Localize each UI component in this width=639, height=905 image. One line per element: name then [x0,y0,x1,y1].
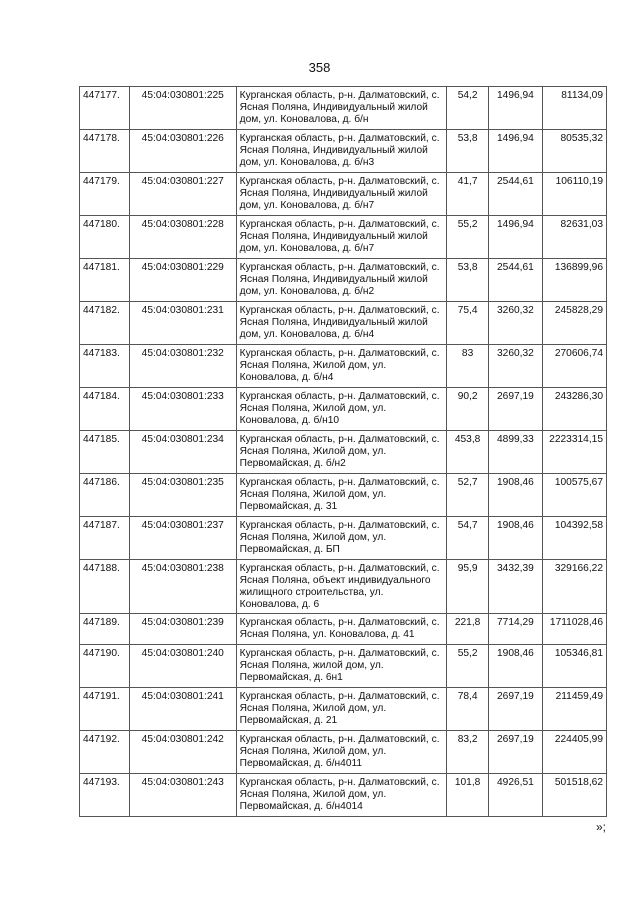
specific-value-cell: 1496,94 [488,130,542,173]
area-cell: 221,8 [447,614,489,645]
row-number-cell: 447178. [80,130,130,173]
table-row [80,431,607,474]
cadastral-value-cell: 1711028,46 [542,614,606,645]
area-cell: 55,2 [447,216,489,259]
address-cell: Курганская область, р-н. Далматовский, с. Ясная Поляна, ул. Коновалова, д. 41 [236,614,447,645]
table-row [80,130,607,173]
row-number-cell: 447193. [80,774,130,817]
table-row [80,216,607,259]
address-cell: Курганская область, р-н. Далматовский, с. Ясная Поляна, Жилой дом, ул. Первомайская, д. б/н2 [236,431,447,474]
row-number-cell: 447188. [80,560,130,614]
cadastral-value-cell: 80535,32 [542,130,606,173]
specific-value-cell: 4926,51 [488,774,542,817]
area-cell: 90,2 [447,388,489,431]
row-number-cell: 447183. [80,345,130,388]
cadastral-value-table [79,86,607,817]
cadastral-value-cell: 224405,99 [542,731,606,774]
row-number-cell: 447180. [80,216,130,259]
area-cell: 83,2 [447,731,489,774]
specific-value-cell: 2544,61 [488,173,542,216]
cadastral-value-cell: 106110,19 [542,173,606,216]
address-cell: Курганская область, р-н. Далматовский, с. Ясная Поляна, Жилой дом, ул. Первомайская, д. б/н4014 [236,774,447,817]
page-number: 358 [308,60,331,75]
specific-value-cell: 1908,46 [488,474,542,517]
table-body [80,87,607,817]
area-cell: 54,2 [447,87,489,130]
table-row [80,645,607,688]
cadastral-number-cell: 45:04:030801:235 [129,474,236,517]
table-row [80,614,607,645]
table-row [80,517,607,560]
specific-value-cell: 1496,94 [488,87,542,130]
table-row [80,774,607,817]
address-cell: Курганская область, р-н. Далматовский, с. Ясная Поляна, Жилой дом, ул. Первомайская, д. 31 [236,474,447,517]
cadastral-value-cell: 211459,49 [542,688,606,731]
cadastral-value-cell: 501518,62 [542,774,606,817]
cadastral-value-cell: 270606,74 [542,345,606,388]
cadastral-number-cell: 45:04:030801:229 [129,259,236,302]
cadastral-number-cell: 45:04:030801:227 [129,173,236,216]
end-mark: »; [596,820,607,834]
address-cell: Курганская область, р-н. Далматовский, с. Ясная Поляна, Индивидуальный жилой дом, ул. Коновалова, д. б/н3 [236,130,447,173]
area-cell: 52,7 [447,474,489,517]
area-cell: 75,4 [447,302,489,345]
area-cell: 101,8 [447,774,489,817]
area-cell: 55,2 [447,645,489,688]
table-row [80,560,607,614]
specific-value-cell: 1496,94 [488,216,542,259]
table-row [80,173,607,216]
cadastral-value-cell: 245828,29 [542,302,606,345]
address-cell: Курганская область, р-н. Далматовский, с. Ясная Поляна, Индивидуальный жилой дом, ул. Коновалова, д. б/н7 [236,173,447,216]
cadastral-number-cell: 45:04:030801:228 [129,216,236,259]
table-row [80,388,607,431]
cadastral-value-cell: 2223314,15 [542,431,606,474]
cadastral-value-cell: 105346,81 [542,645,606,688]
address-cell: Курганская область, р-н. Далматовский, с. Ясная Поляна, Индивидуальный жилой дом, ул. Коновалова, д. б/н2 [236,259,447,302]
area-cell: 53,8 [447,130,489,173]
cadastral-value-cell: 100575,67 [542,474,606,517]
row-number-cell: 447191. [80,688,130,731]
cadastral-value-cell: 104392,58 [542,517,606,560]
cadastral-number-cell: 45:04:030801:226 [129,130,236,173]
cadastral-value-cell: 82631,03 [542,216,606,259]
row-number-cell: 447192. [80,731,130,774]
specific-value-cell: 2697,19 [488,688,542,731]
table-row [80,87,607,130]
table-row [80,474,607,517]
address-cell: Курганская область, р-н. Далматовский, с. Ясная Поляна, Индивидуальный жилой дом, ул. Коновалова, д. б/н4 [236,302,447,345]
table-row [80,302,607,345]
address-cell: Курганская область, р-н. Далматовский, с. Ясная Поляна, Жилой дом, ул. Коновалова, д. б/н10 [236,388,447,431]
area-cell: 83 [447,345,489,388]
cadastral-number-cell: 45:04:030801:233 [129,388,236,431]
address-cell: Курганская область, р-н. Далматовский, с. Ясная Поляна, Жилой дом, ул. Первомайская, д. 21 [236,688,447,731]
cadastral-value-cell: 81134,09 [542,87,606,130]
cadastral-number-cell: 45:04:030801:225 [129,87,236,130]
address-cell: Курганская область, р-н. Далматовский, с. Ясная Поляна, Индивидуальный жилой дом, ул. Коновалова, д. б/н [236,87,447,130]
address-cell: Курганская область, р-н. Далматовский, с. Ясная Поляна, Жилой дом, ул. Первомайская, д. б/н4011 [236,731,447,774]
row-number-cell: 447181. [80,259,130,302]
specific-value-cell: 3260,32 [488,302,542,345]
specific-value-cell: 2544,61 [488,259,542,302]
row-number-cell: 447185. [80,431,130,474]
row-number-cell: 447177. [80,87,130,130]
cadastral-value-cell: 136899,96 [542,259,606,302]
specific-value-cell: 3260,32 [488,345,542,388]
area-cell: 53,8 [447,259,489,302]
area-cell: 95,9 [447,560,489,614]
row-number-cell: 447189. [80,614,130,645]
cadastral-number-cell: 45:04:030801:231 [129,302,236,345]
table-row [80,731,607,774]
cadastral-number-cell: 45:04:030801:241 [129,688,236,731]
area-cell: 78,4 [447,688,489,731]
cadastral-number-cell: 45:04:030801:238 [129,560,236,614]
address-cell: Курганская область, р-н. Далматовский, с. Ясная Поляна, Жилой дом, ул. Первомайская, д. БП [236,517,447,560]
cadastral-value-cell: 243286,30 [542,388,606,431]
cadastral-number-cell: 45:04:030801:239 [129,614,236,645]
specific-value-cell: 3432,39 [488,560,542,614]
row-number-cell: 447187. [80,517,130,560]
cadastral-number-cell: 45:04:030801:232 [129,345,236,388]
specific-value-cell: 7714,29 [488,614,542,645]
address-cell: Курганская область, р-н. Далматовский, с. Ясная Поляна, Жилой дом, ул. Коновалова, д. б/н4 [236,345,447,388]
row-number-cell: 447184. [80,388,130,431]
area-cell: 41,7 [447,173,489,216]
table-row [80,688,607,731]
specific-value-cell: 1908,46 [488,517,542,560]
specific-value-cell: 1908,46 [488,645,542,688]
cadastral-number-cell: 45:04:030801:243 [129,774,236,817]
cadastral-number-cell: 45:04:030801:242 [129,731,236,774]
specific-value-cell: 2697,19 [488,731,542,774]
area-cell: 453,8 [447,431,489,474]
row-number-cell: 447179. [80,173,130,216]
address-cell: Курганская область, р-н. Далматовский, с. Ясная Поляна, жилой дом, ул. Первомайская, д. 6н1 [236,645,447,688]
cadastral-value-cell: 329166,22 [542,560,606,614]
row-number-cell: 447186. [80,474,130,517]
address-cell: Курганская область, р-н. Далматовский, с. Ясная Поляна, Индивидуальный жилой дом, ул. Коновалова, д. б/н7 [236,216,447,259]
cadastral-number-cell: 45:04:030801:237 [129,517,236,560]
table-row [80,345,607,388]
row-number-cell: 447182. [80,302,130,345]
table-row [80,259,607,302]
specific-value-cell: 2697,19 [488,388,542,431]
address-cell: Курганская область, р-н. Далматовский, с. Ясная Поляна, объект индивидуального жилищного строительства, ул. Коновалова, д. 6 [236,560,447,614]
row-number-cell: 447190. [80,645,130,688]
area-cell: 54,7 [447,517,489,560]
cadastral-number-cell: 45:04:030801:240 [129,645,236,688]
cadastral-number-cell: 45:04:030801:234 [129,431,236,474]
specific-value-cell: 4899,33 [488,431,542,474]
